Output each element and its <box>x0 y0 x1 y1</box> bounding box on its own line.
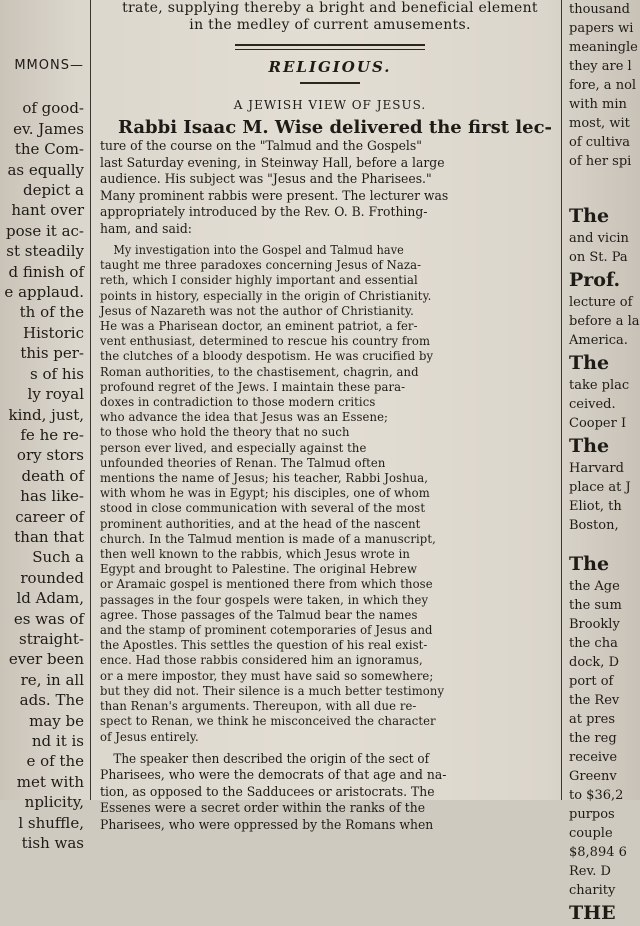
right-column-line: fore, a nol <box>569 78 637 93</box>
article-intro-line: ture of the course on the "Talmud and the Gospels" <box>100 138 422 153</box>
left-column-line: e applaud. <box>4 283 84 302</box>
right-column-line: Boston, <box>569 518 619 533</box>
lecture-quote-line: Egypt and brought to Palestine. The original Hebrew <box>100 562 417 577</box>
article-intro-line: Many prominent rabbis were present. The lecturer was <box>100 187 449 203</box>
left-column-line: nd it is <box>31 732 84 750</box>
right-column-line: with min <box>569 97 627 112</box>
lecture-quote-line: of Jesus entirely. <box>100 729 199 744</box>
lecture-quote-line: church. In the Talmud mention is made of a manuscript, <box>100 531 436 546</box>
lecture-quote-line: passages in the four gospels were taken, in which they <box>100 592 429 607</box>
left-column-line: es was of <box>13 609 84 628</box>
right-column-line: Prof. <box>569 269 621 291</box>
right-column-line: Cooper I <box>569 416 627 431</box>
left-column-line: as equally <box>7 160 84 179</box>
right-column-line: before a la <box>569 314 640 329</box>
right-column-line: THE <box>569 902 616 924</box>
left-column-line: may be <box>29 711 84 730</box>
left-column-line: straight- <box>19 629 84 648</box>
right-column-line: receive <box>569 750 618 765</box>
left-column-line: career of <box>15 507 84 526</box>
right-column-line: Greenv <box>569 769 617 784</box>
section-dash <box>300 82 360 84</box>
left-column-line: ev. James <box>13 119 84 138</box>
left-column-line: e of the <box>26 752 84 771</box>
right-column-line: Harvard <box>569 461 624 476</box>
left-column-line: l shuffle, <box>18 813 84 832</box>
lecture-quote-line: mentions the name of Jesus; his teacher, Rabbi Joshua, <box>100 471 428 486</box>
left-column-line: hant over <box>11 201 84 220</box>
left-column-text <box>0 98 86 853</box>
article-closing-line: Pharisees, who were the democrats of that age and na- <box>100 767 447 783</box>
lecture-quote-line: but they did not. Their silence is a much better testimony <box>100 683 445 698</box>
right-column-line: the cha <box>569 636 618 651</box>
left-column-line: th of the <box>19 303 84 322</box>
right-column-line: the Age <box>569 579 620 594</box>
left-column-line: ever been <box>8 650 84 669</box>
lecture-quote-line: profound regret of the Jews. I maintain these para- <box>100 379 406 394</box>
lecture-quote-line: reth, which I consider highly important and essential <box>100 273 418 288</box>
left-column-line: has like- <box>20 487 84 506</box>
right-column-line: meaningle <box>569 40 638 55</box>
right-column-line: to $36,2 <box>569 788 624 803</box>
right-column-line: lecture of <box>569 295 633 310</box>
left-column-line: ads. The <box>19 691 84 710</box>
lecture-quote-line: points in history, especially in the origin of Christianity. <box>100 288 432 303</box>
lecture-quote-line: He was a Pharisean doctor, an eminent patriot, a fer- <box>100 319 418 334</box>
section-title: RELIGIOUS. <box>268 58 392 76</box>
right-column-line: couple <box>569 826 613 841</box>
left-column-line: death of <box>21 466 84 485</box>
article-closing-line: The speaker then described the origin of the sect of <box>113 750 430 766</box>
left-column-line: the Com- <box>14 140 84 159</box>
right-column-line: The <box>569 205 610 227</box>
right-column-line <box>566 187 640 203</box>
double-rule-separator <box>235 44 425 50</box>
right-column-line: America. <box>569 333 628 348</box>
right-column-line: the reg <box>569 731 617 746</box>
lecture-quote-line: then well known to the rabbis, which Jesus wrote in <box>100 547 410 562</box>
left-column-line: nplicity, <box>24 793 84 812</box>
lecture-quote-line: prominent authorities, and at the head of the nascent <box>100 516 421 531</box>
left-column-header: MMONS— <box>14 58 84 73</box>
right-column-line: of cultiva <box>569 135 631 150</box>
left-column-line: than that <box>14 527 84 546</box>
right-column-line: purpos <box>569 807 615 822</box>
right-column-line: Rev. D <box>569 864 611 879</box>
right-column-line: take plac <box>569 378 630 393</box>
lecture-quote-line: Roman authorities, to the chastisement, chagrin, and <box>100 364 419 379</box>
right-column-line: ceived. <box>569 397 616 412</box>
lecture-quote-line: the clutches of a bloody despotism. He was crucified by <box>100 349 434 364</box>
lecture-quote-line: ence. Had those rabbis considered him an ignoramus, <box>100 653 423 668</box>
lecture-quote-line: vent enthusiast, determined to rescue his country from <box>100 334 431 349</box>
left-column-line: met with <box>16 772 84 791</box>
left-column-line: ory stors <box>16 446 84 465</box>
right-column-line: place at J <box>569 480 631 495</box>
left-column-line: d finish of <box>8 262 84 281</box>
left-column-line: Historic <box>22 323 84 342</box>
left-column-line: ld Adam, <box>16 589 84 608</box>
lecture-quote-line: who advance the idea that Jesus was an Essene; <box>100 410 389 425</box>
right-column-line: on St. Pa <box>569 250 628 265</box>
left-column-line: of good- <box>22 99 84 118</box>
right-column-line: papers wi <box>569 21 634 36</box>
column-rule-left <box>90 0 91 800</box>
article-closing <box>100 751 560 834</box>
lecture-quote-line: than Renan's arguments. Thereupon, with all due re- <box>100 699 417 714</box>
left-column-line: kind, just, <box>8 405 84 424</box>
lecture-quote-line: taught me three paradoxes concerning Jesus of Naza- <box>100 258 422 273</box>
right-column-text <box>566 0 640 926</box>
right-column-line <box>566 171 640 187</box>
right-column-line: the sum <box>569 598 622 613</box>
left-column-line: Such a <box>32 548 84 567</box>
main-column <box>96 0 564 832</box>
preceding-article-end <box>100 0 560 34</box>
right-column-line: charity <box>569 883 616 898</box>
article-headline: A JEWISH VIEW OF JESUS. <box>233 98 427 112</box>
left-column <box>0 0 86 853</box>
preceding-article-line: in the medley of current amusements. <box>189 17 471 33</box>
article-intro-line: ham, and said: <box>100 220 192 236</box>
article-intro <box>100 138 560 237</box>
right-column-line: $8,894 6 <box>569 845 627 860</box>
left-column-line: tish was <box>21 834 84 853</box>
left-column-line: depict a <box>22 181 84 200</box>
right-column-line: The <box>569 435 610 457</box>
article-closing-line: Pharisees, who were oppressed by the Romans when <box>100 816 434 832</box>
lecture-quote-line: Jesus of Nazareth was not the author of Christianity. <box>100 303 414 318</box>
right-column-line: port of <box>569 674 614 689</box>
article-closing-line: tion, as opposed to the Sadducees or aristocrats. The <box>100 783 435 799</box>
lecture-quote-line: unfounded theories of Renan. The Talmud often <box>100 455 386 470</box>
article-lead-line: Rabbi Isaac M. Wise delivered the first lec- <box>118 117 553 138</box>
right-column-line: they are l <box>569 59 632 74</box>
right-column-line: The <box>569 352 610 374</box>
lecture-quote-line: agree. Those passages of the Talmud bear the names <box>100 607 418 622</box>
lecture-quote-line: spect to Renan, we think he misconceived the character <box>100 714 436 729</box>
left-column-line: fe he re- <box>20 425 84 444</box>
lecture-quote-line: to those who hold the theory that no such <box>100 425 350 440</box>
lecture-quote-line: and the stamp of prominent cotemporaries of Jesus and <box>100 623 433 638</box>
lecture-quote-line: the Apostles. This settles the question of his real exist- <box>100 638 428 653</box>
right-column-line: dock, D <box>569 655 619 670</box>
lecture-quote-line: stood in close communication with several of the most <box>100 501 426 516</box>
lecture-quote <box>100 243 560 745</box>
lecture-quote-line: doxes in contradiction to those modern critics <box>100 395 376 410</box>
article-intro-line: appropriately introduced by the Rev. O. B. Frothing- <box>100 204 428 219</box>
left-column-line: rounded <box>20 568 84 587</box>
right-column-line: The <box>569 553 610 575</box>
right-column-line: Eliot, th <box>569 499 622 514</box>
lecture-quote-line: My investigation into the Gospel and Talmud have <box>113 243 404 257</box>
left-column-line: s of his <box>30 364 84 383</box>
right-column-line: the Rev <box>569 693 620 708</box>
right-column-line: at pres <box>569 712 616 727</box>
lecture-quote-line: or a mere impostor, they must have said so somewhere; <box>100 668 434 683</box>
lecture-quote-line: person ever lived, and especially against the <box>100 440 367 455</box>
lecture-quote-line: with whom he was in Egypt; his disciples, one of whom <box>100 486 430 501</box>
article-intro-line: audience. His subject was "Jesus and the Pharisees." <box>100 171 432 186</box>
lecture-quote-line: or Aramaic gospel is mentioned there from which those <box>100 577 433 592</box>
right-column-line: most, wit <box>569 116 630 131</box>
right-column-line <box>566 535 640 551</box>
left-column-line: ly royal <box>27 385 84 404</box>
right-column-line: thousand <box>569 2 630 17</box>
preceding-article-line: trate, supplying thereby a bright and beneficial element <box>122 0 538 16</box>
right-column-line: Brookly <box>569 617 620 632</box>
left-column-line: this per- <box>20 344 84 363</box>
right-column-line: and vicin <box>569 231 629 246</box>
left-column-line: pose it ac- <box>6 221 84 240</box>
article-closing-line: Essenes were a secret order within the ranks of the <box>100 800 426 816</box>
right-column <box>566 0 640 924</box>
left-column-line: re, in all <box>20 670 84 689</box>
right-column-line: of her spi <box>569 154 632 169</box>
left-column-line: st steadily <box>6 242 84 261</box>
article-intro-line: last Saturday evening, in Steinway Hall, before a large <box>100 154 445 170</box>
column-rule-right <box>561 0 562 800</box>
